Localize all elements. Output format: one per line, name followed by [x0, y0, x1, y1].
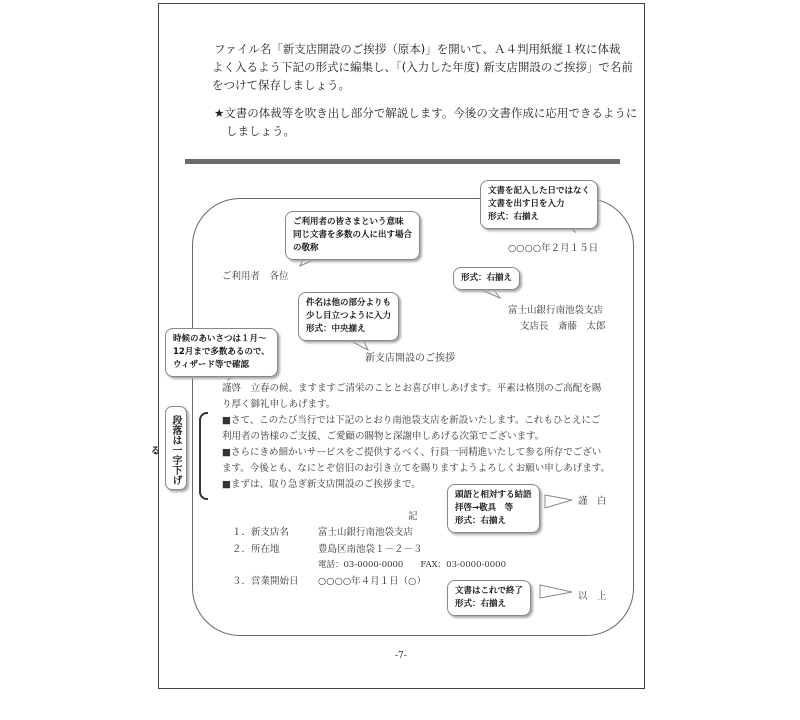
callout-season [165, 328, 278, 377]
callout-text: 文書を出す日を入力 [488, 199, 565, 209]
callout-text: 12月まで多数あるので、 [173, 347, 270, 357]
callout-end [447, 580, 531, 616]
callout-text: 頭語と相対する結語 [455, 490, 532, 500]
letter-body-line: 利用者の皆様のご支援、ご愛顧の賜物と深謝申しあげる次第でございます。 [222, 431, 545, 442]
intro-note-1: ★文書の体裁等を吹き出し部分で解説します。今後の文書作成に応用できるように [214, 106, 638, 120]
intro-line-3: をつけて保存しましょう。 [212, 78, 350, 92]
letter-body-line: 謹啓 立春の候、ますますご清栄のこととお喜び申しあげます。平素は格別のご高配を賜 [222, 383, 602, 394]
item-label: ３．営業開始日 [232, 576, 299, 587]
letter-end: 以 上 [578, 591, 607, 602]
callout-text: 同じ文書を多数の人に出す場合 [293, 230, 413, 240]
callout-text: 件名は他の部分よりも [306, 298, 392, 308]
letter-body-line: ■さらにきめ細かいサービスをご提供するべく、行員一同精進いたして参る所存でござい [222, 447, 602, 458]
letter-date: ○○○○年２月１５日 [508, 243, 599, 254]
callout-text: ウィザード等で確認 [173, 360, 249, 370]
callout-text: 形式：右揃え [455, 516, 507, 526]
callout-text: 時候のあいさつは１月～ [173, 334, 267, 344]
letter-body-line: ■まずは、取り急ぎ新支店開設のご挨拶まで。 [222, 479, 421, 490]
callout-text: 形式：右揃え [455, 599, 507, 609]
letter-title: 新支店開設のご挨拶 [365, 353, 455, 364]
callout-text: ご利用者の皆さまという意味 [293, 217, 404, 227]
letter-sender-name: 支店長 斎藤 太郎 [520, 321, 606, 332]
callout-text: 形式：右揃え [488, 212, 540, 222]
item-value: 豊島区南池袋１－２－３ [318, 544, 423, 555]
letter-body-line: ます。今後とも、なにとぞ倍旧のお引き立てを賜りますようよろしくお願い申しあげます。 [222, 463, 610, 474]
item-value: 電話：03-0000-0000 FAX：03-0000-0000 [318, 560, 506, 570]
callout-sender [453, 267, 520, 290]
letter-sender-org: 富士山銀行南池袋支店 [508, 305, 604, 316]
callout-text: の敬称 [293, 243, 319, 253]
callout-text: 少し目立つように入力 [306, 311, 392, 321]
callout-text: 形式：右揃え [461, 273, 513, 283]
callout-closing [447, 484, 540, 533]
letter-ki: 記 [408, 511, 418, 522]
callout-date [480, 180, 598, 229]
intro-line-1: ファイル名「新支店開設のご挨拶（原本)」を開いて、Ａ４判用紙縦１枚に体裁 [214, 42, 621, 56]
letter-recipient: ご利用者 各位 [222, 271, 289, 282]
intro-note-2: しましょう。 [226, 124, 295, 138]
page-number: -7- [395, 651, 407, 661]
callout-title [298, 292, 399, 341]
callout-recipient [285, 211, 420, 260]
callout-text: 拝啓→敬具 等 [455, 503, 514, 513]
item-label: ２．所在地 [232, 544, 280, 555]
letter-body-line: ■さて、このたび当行では下記のとおり南池袋支店を新設いたします。これもひとえにご [222, 415, 601, 426]
item-value: ○○○○年４月１日（○） [318, 576, 426, 587]
callout-text: 文書を記入した日ではなく [488, 186, 591, 196]
letter-closing: 謹 白 [578, 496, 607, 507]
callout-text: 文書はこれで終了 [455, 586, 524, 596]
item-value: 富士山銀行南池袋支店 [318, 527, 414, 538]
intro-line-2: よく入るよう下記の形式に編集し、「(入力した年度) 新支店開設のご挨拶」で名前 [212, 60, 633, 74]
indent-bracket [199, 412, 208, 500]
callout-text: 形式：中央揃え [306, 324, 366, 334]
letter-body-line: り厚く御礼申しあげます。 [222, 399, 336, 410]
item-label: １．新支店名 [232, 527, 290, 538]
callout-indent: 段落は一字下げる [165, 406, 187, 490]
